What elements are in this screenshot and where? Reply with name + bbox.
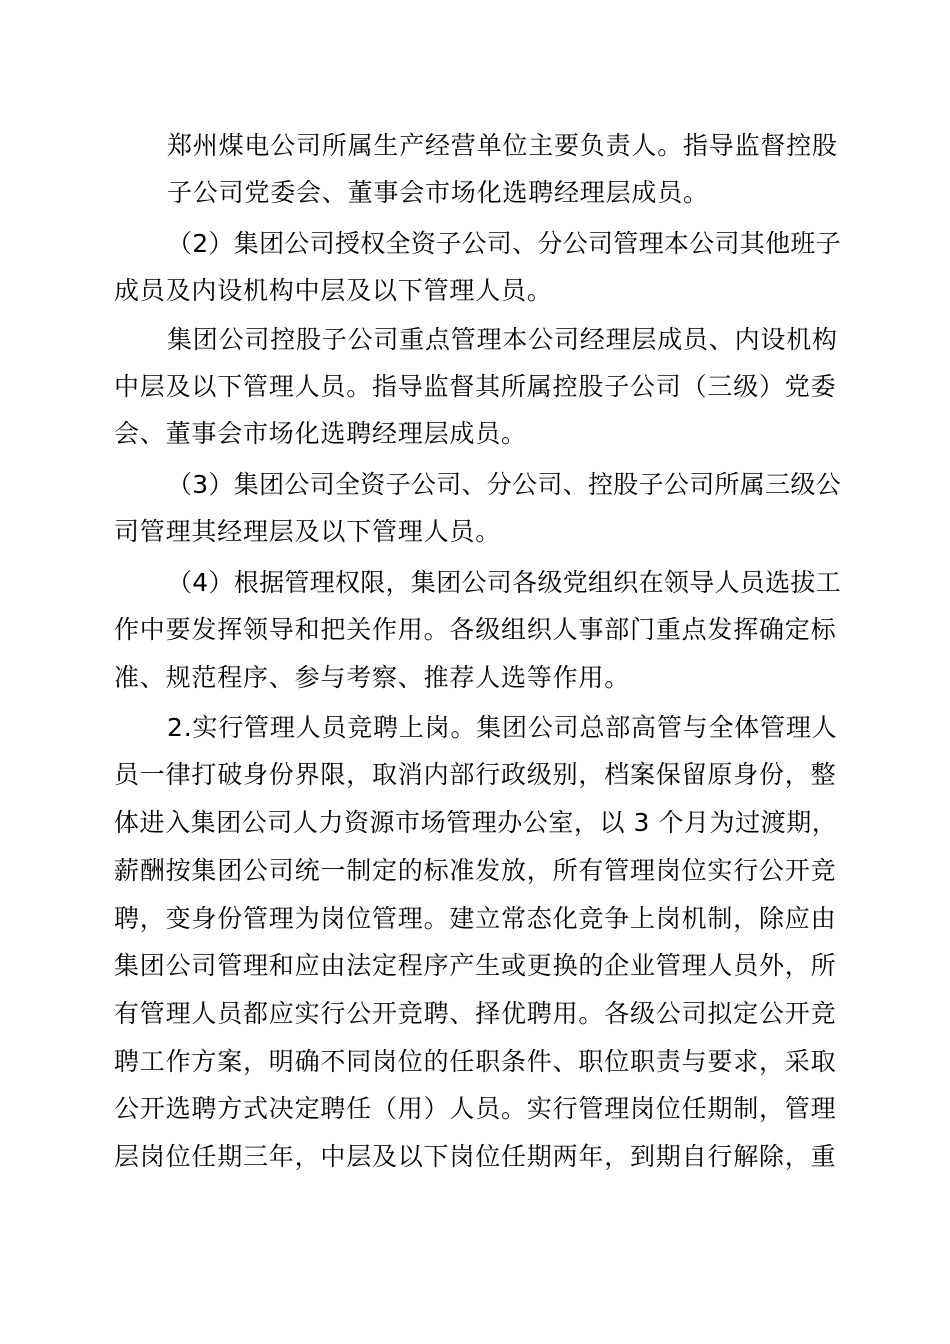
- text-line-6: 中层及以下管理人员。指导监督其所属控股子公司（三级）党委: [114, 372, 837, 401]
- text-line-3: （2）集团公司授权全资子公司、分公司管理本公司其他班子: [167, 229, 842, 258]
- text-line-9: 司管理其经理层及以下管理人员。: [114, 517, 502, 546]
- text-line-17: 聘，变身份管理为岗位管理。建立常态化竞争上岗机制，除应由: [114, 904, 837, 933]
- text-line-2: 子公司党委会、董事会市场化选聘经理层成员。: [167, 178, 709, 207]
- text-line-5: 集团公司控股子公司重点管理本公司经理层成员、内设机构: [167, 325, 838, 354]
- text-line-18: 集团公司管理和应由法定程序产生或更换的企业管理人员外，所: [114, 951, 837, 980]
- text-line-16: 薪酬按集团公司统一制定的标准发放，所有管理岗位实行公开竞: [114, 856, 837, 885]
- text-line-1: 郑州煤电公司所属生产经营单位主要负责人。指导监督控股: [167, 131, 838, 160]
- text-line-22: 层岗位任期三年，中层及以下岗位任期两年，到期自行解除，重: [114, 1142, 837, 1171]
- text-line-8: （3）集团公司全资子公司、分公司、控股子公司所属三级公: [167, 470, 842, 499]
- text-line-19: 有管理人员都应实行公开竞聘、择优聘用。各级公司拟定公开竞: [114, 999, 837, 1028]
- text-line-4: 成员及内设机构中层及以下管理人员。: [114, 276, 553, 305]
- text-line-11: 作中要发挥领导和把关作用。各级组织人事部门重点发挥确定标: [114, 615, 837, 644]
- text-line-7: 会、董事会市场化选聘经理层成员。: [114, 419, 527, 448]
- text-line-20: 聘工作方案，明确不同岗位的任职条件、职位职责与要求，采取: [114, 1047, 837, 1076]
- text-line-14: 员一律打破身份界限，取消内部行政级别，档案保留原身份，整: [114, 760, 837, 789]
- text-line-15: 体进入集团公司人力资源市场管理办公室，以 3 个月为过渡期，: [114, 808, 838, 837]
- text-line-13: 2.实行管理人员竞聘上岗。集团公司总部高管与全体管理人: [167, 713, 838, 742]
- text-line-10: （4）根据管理权限，集团公司各级党组织在领导人员选拔工: [167, 568, 842, 597]
- text-line-21: 公开选聘方式决定聘任（用）人员。实行管理岗位任期制，管理: [114, 1094, 837, 1123]
- text-line-12: 准、规范程序、参与考察、推荐人选等作用。: [114, 663, 631, 692]
